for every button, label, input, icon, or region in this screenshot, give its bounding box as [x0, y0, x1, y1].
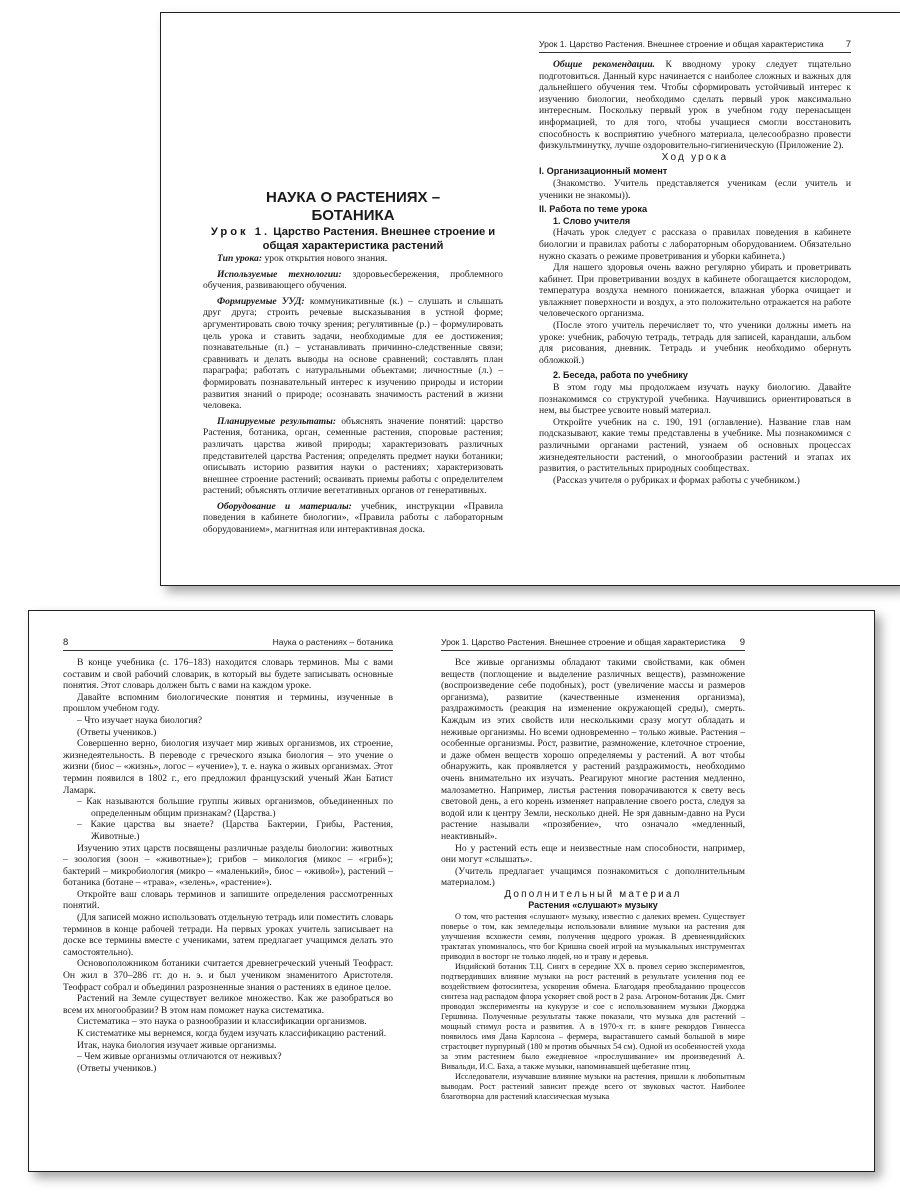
page-8-body — [63, 657, 393, 1074]
page-6 — [161, 13, 531, 585]
chapter-title-line2: БОТАНИКА — [311, 207, 395, 224]
lesson-title — [203, 225, 503, 253]
page-9 — [439, 611, 874, 1171]
planned-results: Планируемые результаты: объяснять значение понятий: царство Растения, ботаника, орган, семенные растения, споровые растения; различать царства живой природы; характеризовать различных представителей царства Растения; определять предмет науки ботаники; описывать историю развития науки о растениях; характеризовать внешнее строение растений; осваивать приемы работы с определителем растений; объяснять отличие вегетативных органов от генеративных. — [203, 415, 504, 497]
running-header-8 — [63, 637, 393, 651]
page-number-7: 7 — [845, 39, 851, 50]
paragraph: К систематике мы вернемся, когда будем изучать классификацию растений. — [77, 1028, 387, 1039]
paragraph: (Ответы учеников.) — [77, 726, 157, 738]
paragraph: Совершенно верно, биология изучает мир живых организмов, их строение, жизнедеятельность. В переводе с греческого языка биология – это учение о жизни (биос – «жизнь», логос – «учение»), т. е. наука о живых организмах. Этот термин появился в 1802 г., его предложил французский ученый Жан Батист Ламарк. — [63, 738, 393, 796]
general-recommendations: Общие рекомендации. К вводному уроку следует тщательно подготовиться. Данный курс начинается с наиболее сложных и важных для дальнейшего обучения тем. Чтобы сформировать устойчивый интерес к изучению биологии, необходимо сделать первый урок максимально интересным. Поскольку первый урок в учебном году перенасыщен информацией, то для того, чтобы учащиеся смогли восстановить способность к восприятию учебного материала, целесообразно провести физкультминутку, лучше оздоровительно-гигиеническую (Приложение 2). — [539, 59, 851, 152]
lesson-intro — [203, 189, 503, 536]
subsection-2-p3: (Рассказ учителя о рубриках и формах работы с учебником.) — [553, 474, 800, 486]
lesson-type: Тип урока: урок открытия нового знания. — [217, 253, 388, 264]
lesson-prefix: Урок 1. — [210, 226, 271, 238]
paragraph: – Что изучает наука биология? — [77, 714, 203, 726]
chapter-title-line1: НАУКА О РАСТЕНИЯХ – — [265, 189, 441, 206]
extra-material-heading: Дополнительный материал — [504, 888, 682, 900]
book-spread-top — [160, 12, 900, 586]
paragraph: Но у растений есть еще и неизвестные нам способности, например, они могут «слышать». — [441, 842, 745, 866]
paragraph: Откройте ваш словарь терминов и запишите определения рассмотренных понятий. — [63, 888, 393, 912]
page-8 — [29, 611, 439, 1171]
extra-paragraph: Исследователи, изучавшие влияние музыки на растения, пришли к любопытным выводам. Рост растений зависит прежде всего от звуковых частот. Наиболее благотворна для растений классическая музыка — [441, 1072, 745, 1102]
running-header-7 — [539, 39, 851, 53]
paragraph: Растений на Земле существует великое множество. Как же разобраться во всем их многообразии? В этом нам поможет наука систематика. — [63, 993, 393, 1016]
extra-paragraph: О том, что растения «слушают» музыку, известно с далеких времен. Существует поверье о том, как земледельцы использовали влияние музыки на растения для улучшения всхожести семян, получения щедрого урожая. В древнеиндийских трактатах упоминалось, что бог Кришна своей игрой на музыкальных инструментах приводил в восторг не только людей, но и траву и деревья. — [441, 912, 745, 962]
paragraph: (Ответы учеников.) — [77, 1062, 157, 1074]
book-spread-bottom — [28, 610, 875, 1172]
paragraph: Основоположником ботаники считается древнегреческий ученый Теофраст. Он жил в 370–286 гг. до н. э. и был учеником знаменитого Аристотеля. Теофраст собрал и объединил разрозненные знания о растениях в единое целое. — [63, 958, 393, 993]
paragraph: – Какие царства вы знаете? (Царства Бактерии, Грибы, Растения, Животные.) — [77, 819, 393, 842]
technologies: Используемые технологии: здоровьесбережения, проблемного обучения, развивающего обучения. — [203, 268, 503, 292]
subsection-1-p2: Для нашего здоровья очень важно регулярно убирать и проветривать кабинет. При проветривании воздух в кабинете обогащается кислородом, температура воздуха немного понижается, влажная уборка очищает и увлажняет поверхности и воздух, а это положительно отражается на работе человеческого организма. — [539, 262, 851, 320]
subsection-1-p3: (После этого учитель перечисляет то, что ученики должны иметь на уроке: учебник, рабочую тетрадь, тетрадь для записей, карандаши, альбом для рисования, дневник. Тетрадь и учебник необходимо обернуть обложкой.) — [539, 320, 851, 366]
section-2: II. Работа по теме урока — [539, 204, 648, 215]
lesson-body — [539, 59, 851, 486]
uud: Формируемые УУД: коммуникативные (к.) – слушать и слышать друг друга; строить речевые высказывания в устной форме; аргументировать свою точку зрения; регулятивные (р.) – формулировать цель урока и ставить задачи, необходимые для ее достижения; познавательные (п.) – устанавливать причинно-следственные связи; сравнивать и делать выводы на основе сравнений; составлять план параграфа; работать с натуральными объектами; личностные (л.) – формировать познавательный интерес к изучению природы и истории развития знаний о природе; осознавать значимость растений в жизни человека. — [203, 295, 503, 412]
paragraph: – Чем живые организмы отличаются от неживых? — [77, 1051, 282, 1063]
equipment: Оборудование и материалы: учебник, инструкции «Правила поведения в кабинете биологии», «Правила работы с лабораторным оборудованием», магнитная или интерактивная доска. — [203, 500, 503, 536]
running-header-9 — [441, 637, 745, 651]
lesson-title-text: Царство Растения. Внешнее строение и общая характеристика растений — [262, 226, 496, 252]
paragraph: – Как называются большие группы живых организмов, объединенных по определенным общим признакам? (Царства.) — [77, 796, 393, 819]
subsection-2-p1: В этом году мы продолжаем изучать науку биологию. Давайте познакомимся со структурой учебника. Научившись ориентироваться в нем, вы быстрее усвоите новый материал. — [539, 382, 851, 417]
page-7 — [531, 13, 900, 585]
paragraph: (Учитель предлагает учащимся познакомиться с дополнительным материалом.) — [441, 865, 745, 889]
paragraph: Изучению этих царств посвящены различные разделы биологии: животных – зоология (зоон – «животные»); грибов – микология (микос – «гриб»); бактерий – микробиология (микро – «маленький», биос – «живой»), растений – ботаника (ботане – «трава», «зелень», «растение»). — [63, 842, 393, 889]
section-1: I. Организационный момент — [539, 166, 668, 177]
running-header-text: Урок 1. Царство Растения. Внешнее строение и общая характеристика — [539, 39, 824, 49]
page-number-9: 9 — [739, 637, 745, 648]
page-9-body — [441, 657, 745, 1102]
running-header-text: Наука о растениях – ботаника — [272, 637, 393, 647]
course-heading: Ход урока — [661, 151, 729, 163]
subsection-2: 2. Беседа, работа по учебнику — [553, 370, 688, 381]
subsection-2-p2: Откройте учебник на с. 190, 191 (оглавление). Название глав нам подсказывают, какие темы представлены в учебнике. Мы познакомимся с различными органами растений, узнаем об основных процессах жизнедеятельности растений, о многообразии растений и этапах их развития, о растительных природных сообществах. — [539, 416, 851, 475]
paragraph: Систематика – это наука о разнообразии и классификации организмов. — [77, 1016, 367, 1028]
extra-material-subtitle: Растения «слушают» музыку — [528, 900, 658, 911]
paragraph: Давайте вспомним биологические понятия и термины, изученные в прошлом учебном году. — [63, 691, 393, 715]
paragraph: В конце учебника (с. 176–183) находится словарь терминов. Мы с вами составим и свой рабочий словарик, в который вы будете записывать основные понятия. Этот словарь должен быть с вами на каждом уроке. — [63, 657, 393, 692]
page-number-8: 8 — [63, 637, 69, 648]
subsection-1: 1. Слово учителя — [553, 215, 631, 226]
paragraph: (Для записей можно использовать отдельную тетрадь или поместить словарь терминов в конце рабочей тетради. На первых уроках учитель записывает на доске все термины вместе с учениками, затем предлагает учащимся делать это самостоятельно). — [63, 912, 393, 958]
extra-paragraph: Индийский ботаник Т.Ц. Сингх в середине XX в. провел серию экспериментов, подтвердивших влияние музыки на рост растений в результате усиления под ее воздействием фотосинтеза, ускорения обмена. Благодаря преобладанию процессов синтеза над распадом флора ускоряет свой рост в 2 раза. Агроном-ботаник Дж. Смит проводил эксперименты на кукурузе и сое с использованием музыки Джорджа Гершвина. Полученные результаты также показали, что музыка для растений – мощный стимул роста и развития. А в 1970-х гг. в книге рекордов Гиннесса появилось имя Дана Карлсона – фермера, выраставшего самый большой в мире страстоцвет пурпурный (180 м против обычных 54 см). Одной из особенностей ухода за этим растением было ежедневное «прослушивание» им произведений А. Вивальди, И.С. Баха, а также музыки, напоминавшей щебетание птиц. — [441, 962, 745, 1072]
paragraph: Итак, наука биология изучает живые организмы. — [77, 1039, 277, 1051]
subsection-1-p1: (Начать урок следует с рассказа о правилах поведения в кабинете биологии и правилах работы с лабораторным оборудованием. Обязательно нужно сказать о режиме проветривания и уборки кабинета.) — [539, 227, 851, 262]
section-1-text: (Знакомство. Учитель представляется ученикам (если учитель и ученики не знакомы)). — [539, 177, 851, 201]
running-header-text: Урок 1. Царство Растения. Внешнее строение и общая характеристика — [441, 637, 726, 647]
paragraph: Все живые организмы обладают такими свойствами, как обмен веществ (поглощение и выделение различных веществ), размножение (воспроизведение себе подобных), рост (увеличение массы и размеров организма), развитие (качественные изменения организма), раздражимость (реакция на изменение окружающей среды), смерть. Каждым из этих свойств или несколькими сразу могут обладать и неживые организмы. Но всеми одновременно – только живые. Растения – особенные организмы. Рост, развитие, размножение, клеточное строение, и даже обмен веществ хорошо определяемы у растений. А вот чтобы обнаружить, как проявляется у растений раздражимость, необходимо очень внимательно их изучать. Реагируют многие растения медленно, малозаметно. Например, листья растения поворачиваются к свету весь световой день, а его корень изменяет направление своего роста, следуя за водой или к центру Земли, несколько дней. Не зря давным-давно на Руси растение называли «прозябение», что означало «медленный, неактивный». — [441, 657, 745, 842]
